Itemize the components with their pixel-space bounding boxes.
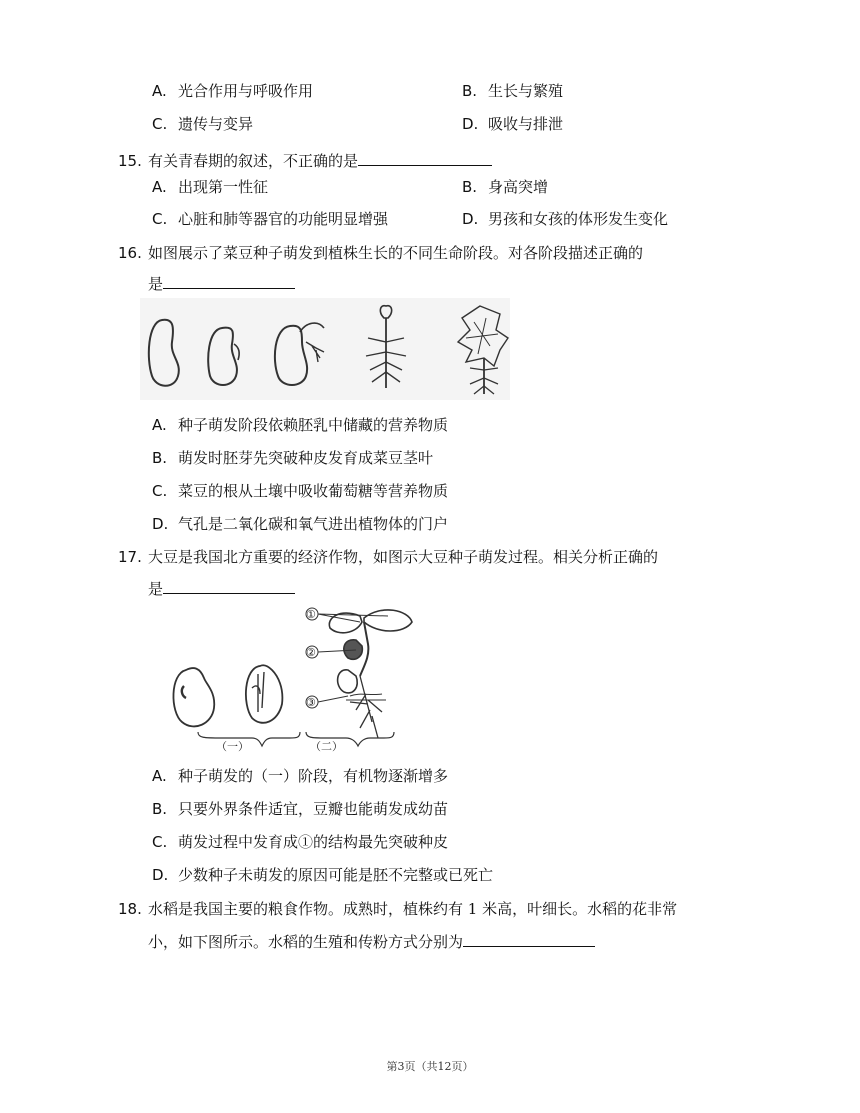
q14-option-b [462, 81, 563, 101]
option-letter: C. [152, 210, 168, 228]
q17-option-a [152, 766, 448, 786]
option-text: 出现第一性征 [178, 178, 269, 196]
option-text: 种子萌发阶段依赖胚乳中储藏的营养物质 [178, 416, 449, 434]
question-text: 水稻是我国主要的粮食作物。成熟时，植株约有 1 米高，叶细长。水稻的花非常 [148, 900, 678, 918]
option-letter: C. [152, 482, 168, 500]
figure-stage-1-label: （一） [216, 740, 249, 752]
question-number: 18. [118, 900, 142, 918]
option-letter: C. [152, 833, 168, 851]
option-text: 身高突增 [488, 178, 549, 196]
option-text: 心脏和肺等器官的功能明显增强 [178, 210, 389, 228]
option-text: 气孔是二氧化碳和氧气进出植物体的门户 [178, 515, 449, 533]
option-text: 萌发时胚芽先突破种皮发育成菜豆茎叶 [178, 449, 434, 467]
q18-stem [118, 899, 677, 919]
question-number: 16. [118, 244, 142, 262]
option-text: 遗传与变异 [178, 115, 254, 133]
q16-stem [118, 243, 643, 263]
option-text: 菜豆的根从土壤中吸收葡萄糖等营养物质 [178, 482, 449, 500]
option-text: 少数种子未萌发的原因可能是胚不完整或已死亡 [178, 866, 494, 884]
figure-label-3: ③ [306, 696, 316, 709]
option-text: 吸收与排泄 [488, 115, 564, 133]
q15-stem [118, 148, 492, 171]
answer-blank[interactable] [463, 929, 595, 947]
q15-option-d [462, 209, 668, 229]
question-number: 17. [118, 548, 142, 566]
option-letter: A. [152, 178, 167, 196]
bean-germination-figure [140, 298, 510, 400]
option-text: 只要外界条件适宜，豆瓣也能萌发成幼苗 [178, 800, 449, 818]
answer-blank[interactable] [358, 148, 492, 166]
figure-stage-2-label: （二） [310, 740, 343, 752]
figure-label-1: ① [306, 608, 316, 621]
page-footer: 第3页（共12页） [386, 1060, 474, 1073]
q16-stem-continued [148, 271, 295, 294]
option-letter: B. [462, 82, 478, 100]
option-letter: D. [462, 210, 479, 228]
q15-option-a [152, 177, 268, 197]
q17-stem-continued [148, 576, 295, 599]
option-text: 男孩和女孩的体形发生变化 [488, 210, 669, 228]
option-text: 种子萌发的（一）阶段，有机物逐渐增多 [178, 767, 449, 785]
q16-option-b [152, 448, 433, 468]
option-letter: D. [152, 515, 169, 533]
option-text: 萌发过程中发育成①的结构最先突破种皮 [178, 833, 449, 851]
q16-option-c [152, 481, 448, 501]
q14-option-c [152, 114, 253, 134]
q15-option-c [152, 209, 388, 229]
question-text: 如图展示了菜豆种子萌发到植株生长的不同生命阶段。对各阶段描述正确的 [148, 244, 644, 262]
option-letter: B. [152, 449, 168, 467]
option-letter: A. [152, 82, 167, 100]
question-text: 是 [148, 580, 164, 598]
q17-stem [118, 547, 658, 567]
figure-label-2: ② [306, 646, 316, 659]
question-text: 是 [148, 275, 164, 293]
option-letter: D. [152, 866, 169, 884]
q15-option-b [462, 177, 548, 197]
q18-stem-continued [148, 929, 595, 952]
option-text: 光合作用与呼吸作用 [178, 82, 314, 100]
q14-option-a [152, 81, 313, 101]
q16-option-a [152, 415, 448, 435]
option-letter: B. [462, 178, 478, 196]
q17-option-c [152, 832, 448, 852]
soybean-germination-figure [160, 604, 422, 752]
q17-option-d [152, 865, 493, 885]
option-letter: B. [152, 800, 168, 818]
option-letter: A. [152, 416, 167, 434]
answer-blank[interactable] [163, 271, 295, 289]
answer-blank[interactable] [163, 576, 295, 594]
question-number: 15. [118, 152, 142, 170]
q16-option-d [152, 514, 448, 534]
option-letter: D. [462, 115, 479, 133]
question-text: 大豆是我国北方重要的经济作物，如图示大豆种子萌发过程。相关分析正确的 [148, 548, 659, 566]
q14-option-d [462, 114, 563, 134]
question-text: 有关青春期的叙述，不正确的是 [148, 152, 359, 170]
q17-option-b [152, 799, 448, 819]
option-letter: C. [152, 115, 168, 133]
option-text: 生长与繁殖 [488, 82, 564, 100]
question-text: 小，如下图所示。水稻的生殖和传粉方式分别为 [148, 933, 464, 951]
option-letter: A. [152, 767, 167, 785]
